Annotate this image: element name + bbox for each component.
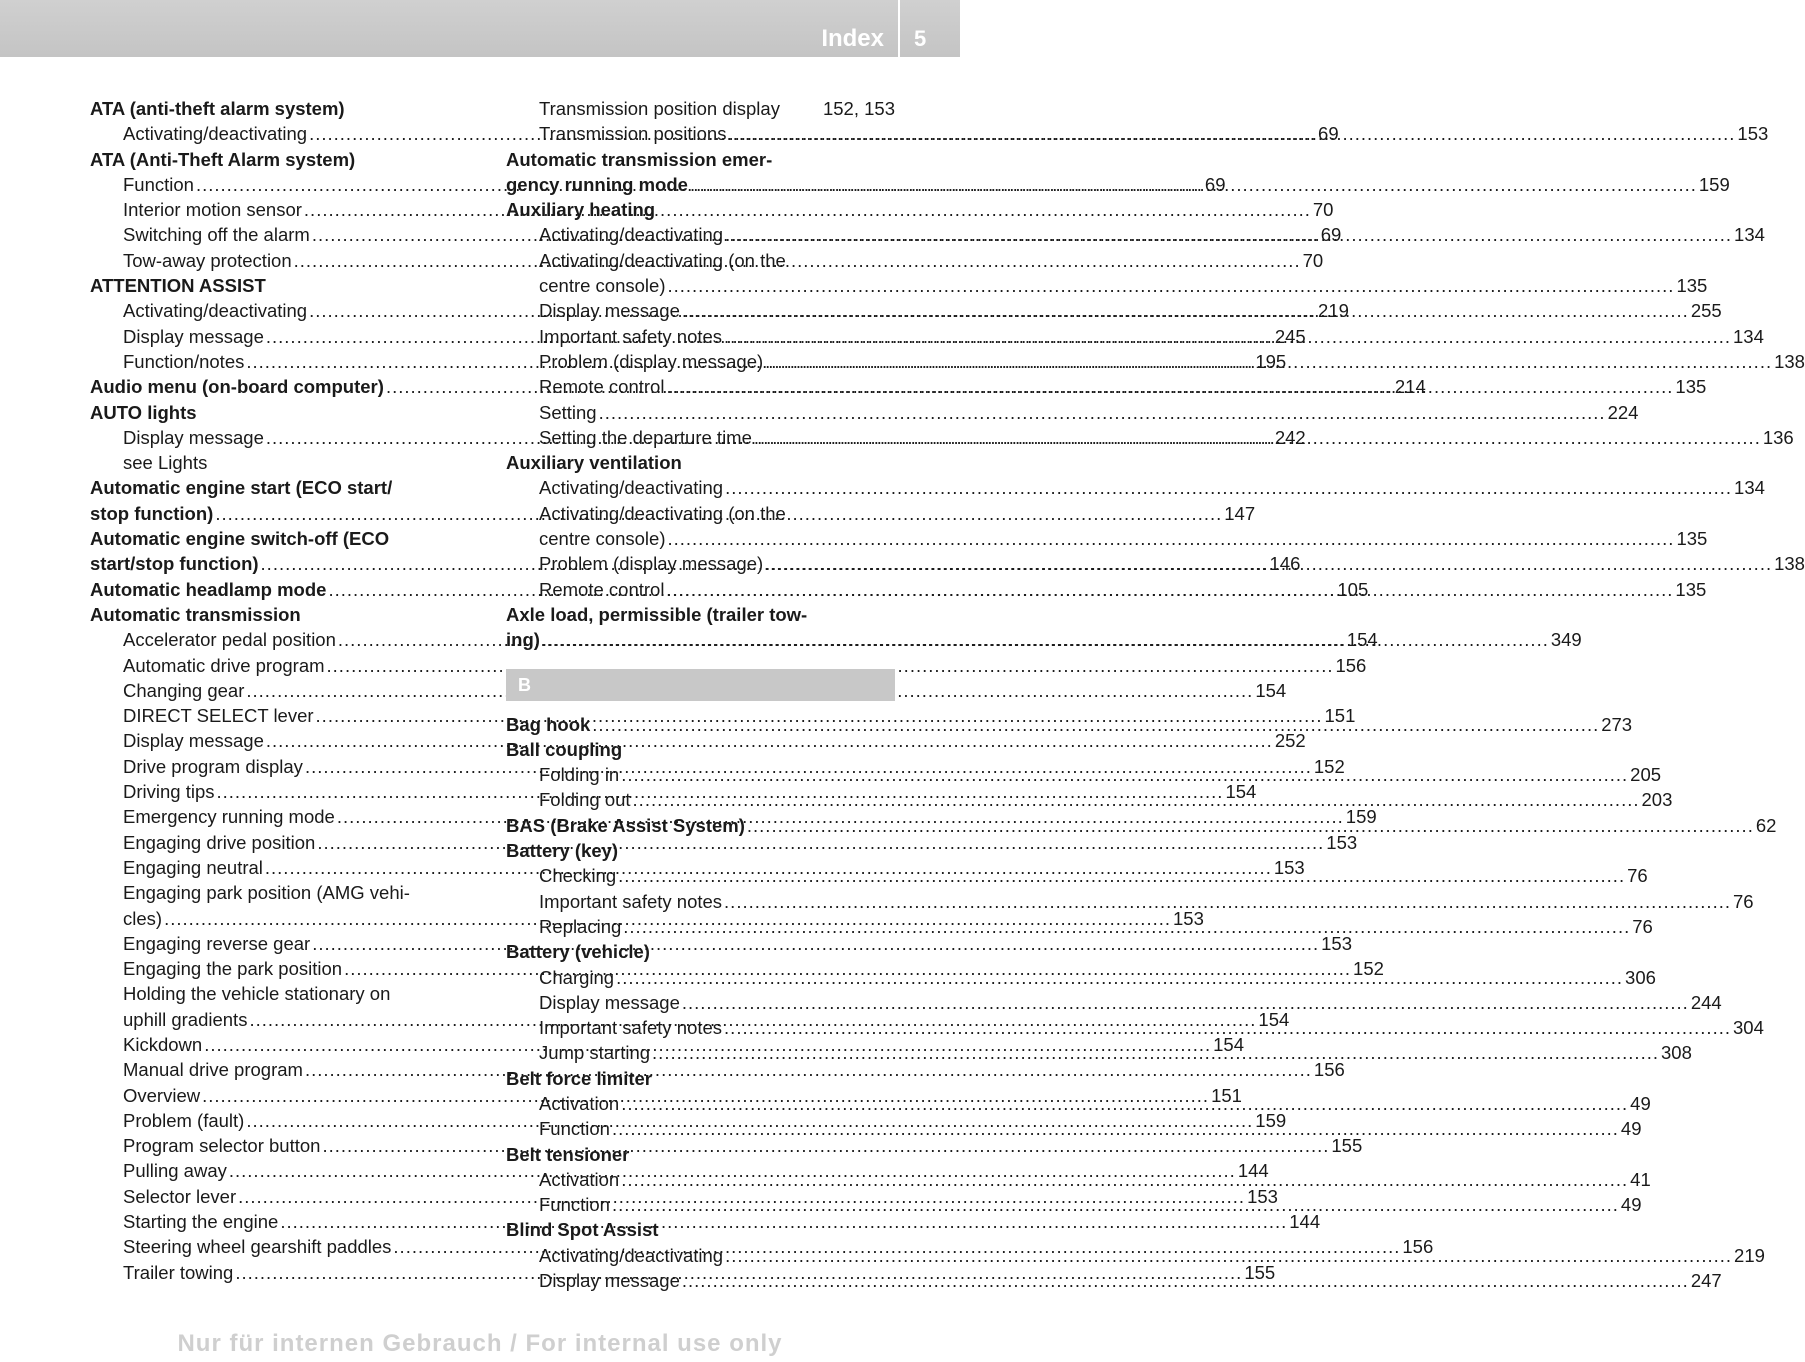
index-subentry (90, 653, 1367, 678)
entry-text: Starting the engine (123, 1211, 279, 1233)
entry-text: AUTO lights (90, 401, 197, 423)
page-ref: 147 (1224, 502, 1256, 524)
entry-text: Emergency running mode (123, 806, 335, 828)
page-ref: 62 (1755, 814, 1777, 836)
entry-text: Belt force limiter (506, 1067, 652, 1089)
page-ref: 69 (1204, 173, 1226, 195)
page-ref: 306 (1625, 966, 1656, 988)
index-subentry (506, 400, 1639, 425)
entry-text: gency running mode (506, 173, 688, 195)
page-ref: 70 (1302, 249, 1324, 271)
entry-text: Audio menu (on-board computer) (90, 376, 384, 398)
entry-text: Replacing (539, 915, 622, 937)
page-ref: 135 (1676, 528, 1708, 550)
entry-text: Activation (539, 1168, 620, 1190)
page-ref: 49 (1620, 1118, 1642, 1140)
entry-text: Activating/deactivating (539, 224, 724, 246)
entry-text: centre console) (539, 528, 666, 550)
page-ref: 308 (1661, 1042, 1692, 1064)
page-ref: 245 (1274, 325, 1306, 347)
index-subentry (506, 526, 1708, 551)
page-ref: 154 (1255, 679, 1287, 701)
entry-text: Function/notes (123, 350, 245, 372)
dot-leader (724, 1015, 1731, 1040)
entry-text: Automatic transmission emer- (506, 148, 773, 170)
entry-text: Holding the vehicle stationary on (123, 983, 391, 1005)
dot-leader (612, 1192, 1619, 1217)
dot-leader (728, 121, 1735, 146)
entry-text: Manual drive program (123, 1059, 303, 1081)
page-ref: 219 (1318, 300, 1349, 322)
dot-leader (623, 914, 1630, 939)
page-ref: 224 (1607, 401, 1639, 423)
page-ref: 136 (1762, 426, 1794, 448)
index-subentry (90, 981, 480, 1006)
index-subentry (506, 501, 895, 526)
dot-leader (724, 889, 1731, 914)
entry-text: Transmission position display (539, 98, 780, 119)
entry-text: Automatic drive program (123, 654, 325, 676)
entry-text: Engaging the park position (123, 958, 343, 980)
page-ref: 153 (1321, 932, 1353, 954)
page-ref: 153 (1273, 856, 1305, 878)
dot-leader (666, 374, 1673, 399)
dot-leader (612, 1116, 1619, 1141)
dot-leader (599, 400, 1606, 425)
dot-leader (621, 1091, 1628, 1116)
entry-text: see Lights (123, 452, 208, 474)
entry-text: Engaging neutral (123, 856, 263, 878)
index-entry (90, 273, 480, 298)
page-title: Index (821, 25, 884, 52)
index-entry (506, 602, 895, 627)
page-ref: 154 (1346, 629, 1378, 651)
entry-text: Engaging drive position (123, 831, 316, 853)
entry-text: Remote control (539, 376, 665, 398)
page-ref: 273 (1601, 713, 1633, 735)
entry-text: Transmission positions (539, 123, 727, 145)
entry-text: Activation (539, 1092, 620, 1114)
page-ref: 144 (1237, 1160, 1269, 1182)
page-ref: 203 (1641, 789, 1673, 811)
index-entry (506, 197, 895, 222)
entry-text: Drive program display (123, 755, 303, 777)
dot-leader (618, 863, 1625, 888)
index-entry (90, 475, 480, 500)
page-ref: 153 (1247, 1185, 1278, 1207)
entry-text: Program selector button (123, 1135, 321, 1157)
page-number: 5 (914, 26, 927, 51)
page-ref: 159 (1255, 1109, 1287, 1131)
page-ref: 151 (1211, 1084, 1242, 1106)
entry-text: Display message (123, 325, 264, 347)
entry-text: DIRECT SELECT lever (123, 705, 314, 727)
entry-text: Display message (539, 300, 680, 322)
dot-leader (682, 1268, 1689, 1293)
entry-text: Function (539, 1194, 610, 1216)
dot-leader (616, 965, 1623, 990)
entry-text: stop function) (90, 502, 214, 524)
index-entry (90, 96, 480, 121)
entry-text: ing) (506, 629, 540, 651)
page-ref: 41 (1630, 1168, 1651, 1190)
dot-leader (754, 425, 1761, 450)
page-ref: 135 (1675, 578, 1707, 600)
dot-leader (725, 475, 1732, 500)
dot-leader (690, 172, 1697, 197)
page-ref: 156 (1402, 1236, 1434, 1258)
page-ref: 304 (1733, 1017, 1764, 1039)
page-ref: 76 (1733, 890, 1754, 912)
index-entry (506, 450, 895, 475)
entry-text: Activating/deactivating (539, 477, 724, 499)
entry-text: uphill gradients (123, 1008, 248, 1030)
index-entry (90, 526, 480, 551)
page-ref: 138 (1774, 553, 1805, 575)
entry-text: Auxiliary ventilation (506, 452, 682, 474)
dot-leader (725, 1243, 1732, 1268)
index-subentry (506, 248, 895, 273)
page-ref: 144 (1289, 1211, 1321, 1233)
page-ref: 76 (1632, 915, 1653, 937)
page-ref: 244 (1690, 991, 1722, 1013)
section-header-b (506, 669, 895, 701)
index-subentry (506, 889, 1754, 914)
index-entry (506, 147, 895, 172)
dot-leader (592, 712, 1599, 737)
entry-text: Blind Spot Assist (506, 1219, 659, 1241)
entry-text: Checking (539, 865, 617, 887)
dot-leader (682, 990, 1689, 1015)
page-ref: 155 (1244, 1261, 1276, 1283)
entry-text: Important safety notes (539, 890, 723, 912)
page-ref: 134 (1733, 325, 1764, 347)
index-subentry (90, 678, 1287, 703)
page-ref: 205 (1630, 764, 1662, 786)
entry-text: Battery (key) (506, 840, 619, 862)
entry-text: Problem (display message) (539, 553, 764, 575)
entry-text: Automatic engine switch-off (ECO (90, 528, 390, 550)
dot-leader (621, 1167, 1628, 1192)
page-ref: 159 (1345, 806, 1377, 828)
dot-leader (765, 349, 1772, 374)
index-subentry (506, 273, 1708, 298)
entry-text: Battery (vehicle) (506, 941, 650, 963)
entry-text: Display message (123, 426, 264, 448)
page-ref: 76 (1627, 865, 1648, 887)
page-ref: 49 (1620, 1194, 1642, 1216)
page-ref: 247 (1690, 1270, 1722, 1292)
header-divider (898, 0, 900, 57)
entry-text: Activating/deactivating (on the (539, 502, 786, 524)
page-ref: 152, 153 (822, 98, 895, 119)
index-entry (90, 400, 480, 425)
entry-text: Jump starting (539, 1042, 651, 1064)
entry-text: Setting the departure time (539, 426, 752, 448)
page-ref: 153 (1326, 831, 1358, 853)
index-subentry (506, 96, 895, 121)
index-entry (90, 602, 480, 627)
entry-text: Driving tips (123, 781, 215, 803)
entry-text: Switching off the alarm (123, 224, 310, 246)
entry-text: Accelerator pedal position (123, 629, 336, 651)
entry-text: Engaging park position (AMG vehi- (123, 882, 410, 904)
page-ref: 219 (1734, 1244, 1765, 1266)
page-ref: 135 (1676, 275, 1708, 297)
entry-text: Problem (fault) (123, 1109, 245, 1131)
entry-text: Remote control (539, 578, 665, 600)
index-subentry (90, 880, 480, 905)
entry-text: Bag hook (506, 713, 591, 735)
entry-text: Activating/deactivating (123, 300, 308, 322)
page-ref: 153 (1737, 123, 1769, 145)
entry-text: Auxiliary heating (506, 199, 656, 221)
page-ref: 155 (1331, 1135, 1363, 1157)
entry-text: BAS (Brake Assist System) (506, 814, 745, 836)
index-entry (506, 737, 895, 762)
entry-text: Activating/deactivating (539, 1244, 724, 1266)
dot-leader (747, 813, 1754, 838)
footer-watermark: Nur für internen Gebrauch / For internal use only (177, 1330, 783, 1357)
page-ref: 134 (1734, 477, 1765, 499)
entry-text: ATA (Anti-Theft Alarm system) (90, 148, 356, 170)
entry-text: Activating/deactivating (on the (539, 249, 786, 271)
index-subentry (506, 475, 1765, 500)
index-entry (506, 939, 895, 964)
page-ref: 156 (1335, 654, 1367, 676)
dot-leader (667, 526, 1674, 551)
page-ref: 146 (1269, 553, 1301, 575)
dot-leader (682, 298, 1689, 323)
page-ref: 214 (1394, 376, 1426, 398)
dot-leader (633, 787, 1640, 812)
page-ref: 154 (1225, 781, 1257, 803)
dot-leader (542, 627, 1549, 652)
entry-text: Tow-away protection (123, 249, 292, 271)
dot-leader (725, 222, 1732, 247)
index-entry (506, 1066, 895, 1091)
entry-text: Steering wheel gearshift paddles (123, 1236, 392, 1258)
entry-text: Interior motion sensor (123, 199, 302, 221)
entry-text: Changing gear (123, 679, 245, 701)
entry-text: ATA (anti-theft alarm system) (90, 98, 345, 119)
index-entry (506, 1217, 895, 1242)
entry-text: cles) (123, 907, 163, 929)
page-ref: 138 (1774, 350, 1805, 372)
dot-leader (765, 551, 1772, 576)
entry-text: Display message (123, 730, 264, 752)
entry-text: Function (123, 173, 194, 195)
entry-text: Function (539, 1118, 610, 1140)
page-ref: 134 (1734, 224, 1765, 246)
page-ref: 154 (1213, 1033, 1245, 1055)
index-subentry (506, 990, 1722, 1015)
dot-leader (621, 762, 1628, 787)
entry-text: Ball coupling (506, 738, 623, 760)
entry-text: Kickdown (123, 1033, 203, 1055)
index-entry (506, 838, 895, 863)
entry-text: Pulling away (123, 1160, 227, 1182)
page-ref: 154 (1258, 1008, 1290, 1030)
entry-text: Folding in (539, 764, 620, 786)
page-ref: 70 (1312, 199, 1334, 221)
page-ref: 69 (1320, 224, 1342, 246)
entry-text: Setting (539, 401, 597, 423)
page-ref: 151 (1324, 705, 1356, 727)
entry-text: Selector lever (123, 1185, 237, 1207)
entry-text: ATTENTION ASSIST (90, 275, 266, 297)
entry-text: Display message (539, 991, 680, 1013)
page-ref: 69 (1318, 123, 1339, 145)
page-ref: 255 (1690, 300, 1722, 322)
page-ref: 242 (1274, 426, 1306, 448)
dot-leader (652, 1040, 1659, 1065)
entry-text: Important safety notes (539, 1017, 723, 1039)
page-ref: 49 (1630, 1092, 1651, 1114)
entry-text: Axle load, permissible (trailer tow- (506, 603, 808, 625)
entry-text: Activating/deactivating (123, 123, 308, 145)
entry-text: Automatic engine start (ECO start/ (90, 477, 393, 499)
page-ref: 152 (1353, 958, 1384, 980)
page-ref: 156 (1313, 1059, 1345, 1081)
entry-text: Important safety notes (539, 325, 723, 347)
entry-text: Automatic transmission (90, 603, 301, 625)
section-letter: B (518, 674, 531, 695)
index-subentry (90, 450, 480, 475)
index-entry (90, 147, 480, 172)
index-entry (506, 1142, 895, 1167)
page-ref: 349 (1550, 629, 1582, 651)
entry-text: start/stop function) (90, 553, 259, 575)
entry-text: Folding out (539, 789, 631, 811)
entry-text: Display message (539, 1270, 680, 1292)
dot-leader (667, 273, 1674, 298)
page-ref: 195 (1255, 350, 1287, 372)
page-ref: 105 (1337, 578, 1369, 600)
entry-text: Trailer towing (123, 1261, 234, 1283)
page-ref: 152 (1313, 755, 1345, 777)
entry-text: Overview (123, 1084, 201, 1106)
page-ref: 159 (1698, 173, 1730, 195)
entry-text: Belt tensioner (506, 1143, 630, 1165)
entry-text: centre console) (539, 275, 666, 297)
entry-text: Charging (539, 966, 615, 988)
dot-leader (666, 577, 1673, 602)
entry-text: Problem (display message) (539, 350, 764, 372)
page-ref: 135 (1675, 376, 1707, 398)
page-ref: 153 (1173, 907, 1204, 929)
dot-leader (724, 324, 1731, 349)
page-ref: 252 (1274, 730, 1306, 752)
entry-text: Engaging reverse gear (123, 932, 311, 954)
entry-text: Automatic headlamp mode (90, 578, 327, 600)
